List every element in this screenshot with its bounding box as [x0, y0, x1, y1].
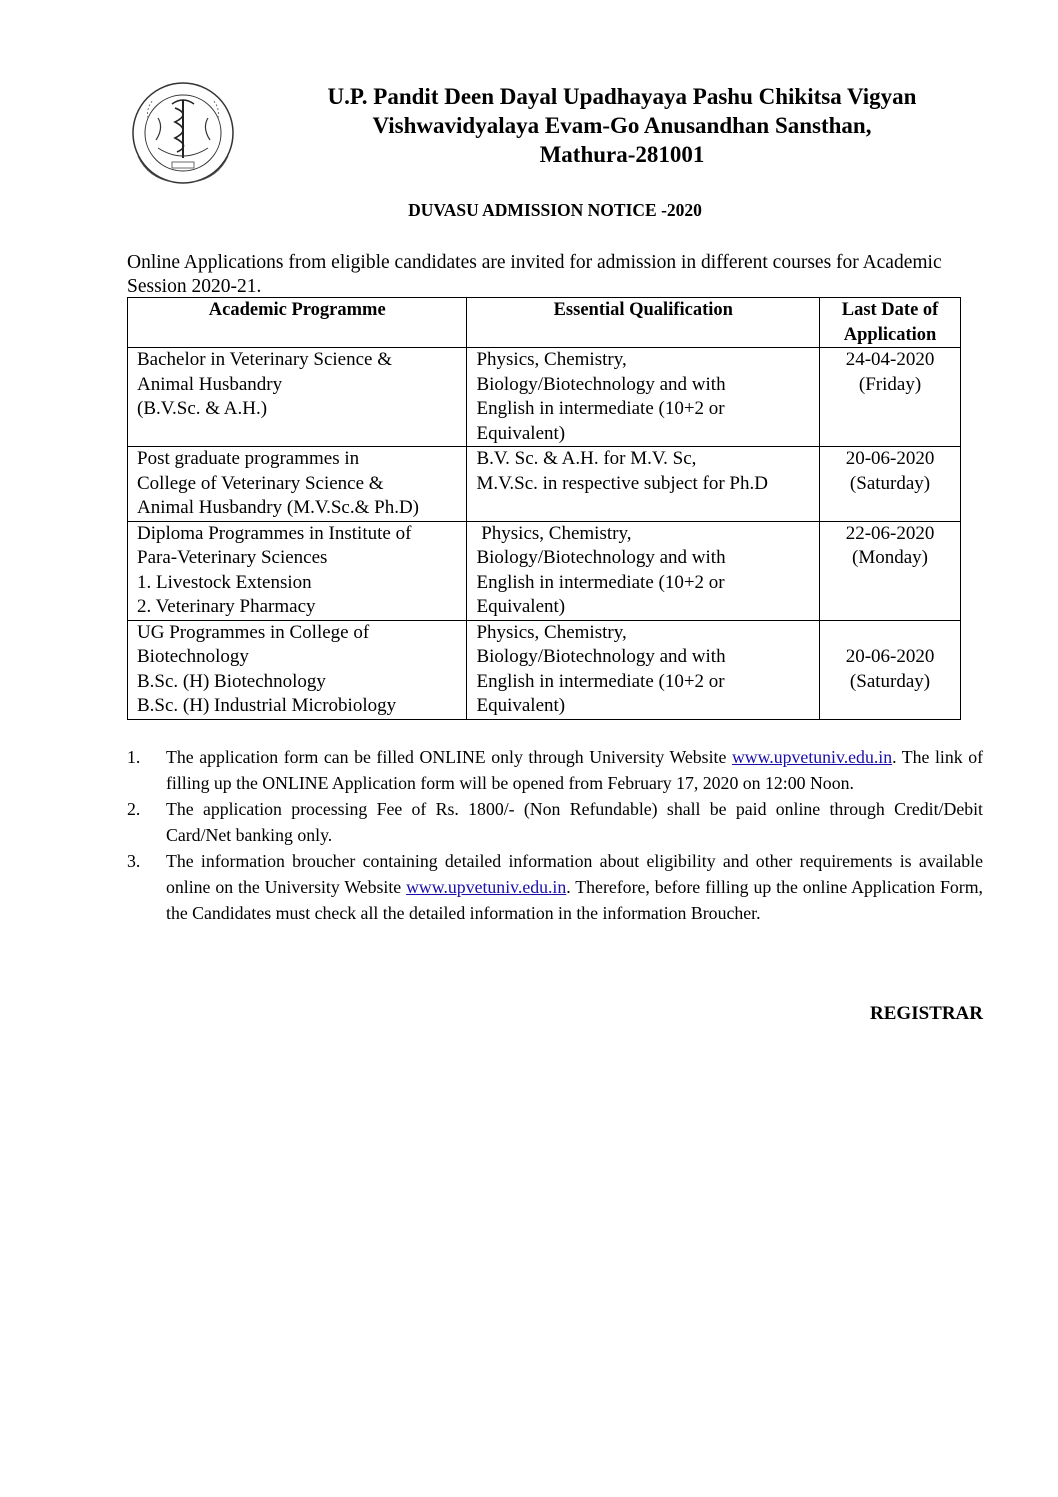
note-text: . Therefore, before filling up the online Application Form, the Candidates must check all the detailed information in the information Broucher.	[166, 877, 983, 923]
university-website-link[interactable]: www.upvetuniv.edu.in	[731, 747, 893, 767]
programme-line: Post graduate programmes in	[137, 448, 360, 469]
qualification-cell	[467, 521, 820, 620]
note-text: The application processing Fee of Rs. 1800/- (Non Refundable) shall be paid online through Credit/Debit Card/Net banking only.	[166, 799, 983, 845]
qualification-cell	[467, 620, 820, 719]
last-date: 22-06-2020	[845, 522, 935, 544]
table-row	[128, 521, 961, 620]
qualification-line: Physics, Chemistry,	[476, 349, 627, 370]
last-date-day: (Friday)	[858, 373, 922, 395]
table-row	[128, 620, 961, 719]
date-cell	[820, 521, 961, 620]
qualification-line: Physics, Chemistry,	[476, 522, 632, 544]
note-text: The information broucher containing detailed information about eligibility and other requirements is available online on the University Website	[166, 851, 983, 897]
programme-line: B.Sc. (H) Biotechnology	[137, 670, 326, 692]
last-date-day: (Monday)	[852, 547, 929, 568]
last-date: 20-06-2020	[845, 646, 935, 667]
list-item	[127, 796, 983, 848]
programme-line: Animal Husbandry	[137, 373, 283, 395]
programme-table	[127, 297, 961, 720]
university-header	[262, 82, 982, 169]
qualification-line: Equivalent)	[476, 695, 566, 716]
list-number: 2.	[127, 799, 141, 819]
instructions-list	[127, 744, 983, 926]
list-item	[127, 744, 983, 796]
programme-line: B.Sc. (H) Industrial Microbiology	[137, 695, 397, 716]
qualification-line: Biology/Biotechnology and with	[476, 646, 726, 667]
programme-cell	[128, 521, 467, 620]
programme-line: Biotechnology	[137, 646, 249, 667]
header-last-date: Last Date of Application	[820, 298, 961, 348]
table-header-row	[128, 298, 961, 348]
qualification-line: B.V. Sc. & A.H. for M.V. Sc,	[476, 448, 697, 469]
last-date-day: (Saturday)	[849, 670, 931, 692]
programme-cell	[128, 447, 467, 522]
qualification-line: Biology/Biotechnology and with	[476, 547, 726, 568]
university-city: Mathura-281001	[539, 142, 705, 167]
qualification-line: Physics, Chemistry,	[476, 621, 627, 643]
last-date-day: (Saturday)	[849, 472, 931, 494]
intro-paragraph: Online Applications from eligible candidates are invited for admission in different courses for Academic Session 2020-21.	[127, 252, 942, 297]
qualification-line: Biology/Biotechnology and with	[476, 373, 726, 395]
programme-cell	[128, 348, 467, 447]
programme-line: Para-Veterinary Sciences	[137, 547, 328, 568]
university-website-link[interactable]: www.upvetuniv.edu.in	[406, 877, 567, 897]
programme-cell	[128, 620, 467, 719]
qualification-cell	[467, 348, 820, 447]
qualification-line: English in intermediate (10+2 or	[476, 398, 725, 419]
programme-line: Bachelor in Veterinary Science &	[137, 349, 392, 370]
university-name-line-2: Vishwavidyalaya Evam-Go Anusandhan Sansthan,	[372, 113, 872, 138]
table-row	[128, 447, 961, 522]
header-academic-programme: Academic Programme	[128, 298, 467, 348]
last-date: 20-06-2020	[845, 448, 935, 469]
registrar-signature: REGISTRAR	[870, 1003, 983, 1024]
table-row	[128, 348, 961, 447]
date-cell	[820, 348, 961, 447]
programme-line: (B.V.Sc. & A.H.)	[137, 398, 268, 419]
qualification-line: Equivalent)	[476, 422, 566, 444]
date-cell	[820, 620, 961, 719]
programme-line: Animal Husbandry (M.V.Sc.& Ph.D)	[137, 497, 420, 518]
programme-line: 2. Veterinary Pharmacy	[137, 596, 316, 617]
programme-line: College of Veterinary Science &	[137, 472, 384, 494]
qualification-line: English in intermediate (10+2 or	[476, 670, 725, 692]
university-name-line-1: U.P. Pandit Deen Dayal Upadhayaya Pashu Chikitsa Vigyan	[327, 84, 917, 109]
last-date: 24-04-2020	[845, 349, 935, 370]
date-cell	[820, 447, 961, 522]
qualification-line: Equivalent)	[476, 596, 566, 617]
list-number: 1.	[127, 747, 141, 767]
header-essential-qualification: Essential Qualification	[467, 298, 820, 348]
note-text: . The link of filling up the ONLINE Application form will be opened from February 17, 2020 on 12:00 Noon.	[166, 747, 984, 793]
programme-line: UG Programmes in College of	[137, 621, 370, 643]
university-seal-icon	[128, 78, 238, 188]
qualification-cell	[467, 447, 820, 522]
qualification-line: English in intermediate (10+2 or	[476, 571, 725, 593]
note-text: The application form can be filled ONLINE only through University Website	[166, 747, 732, 767]
notice-title: DUVASU ADMISSION NOTICE -2020	[408, 200, 702, 220]
list-number: 3.	[127, 851, 141, 871]
programme-line: 1. Livestock Extension	[137, 571, 312, 593]
qualification-line: M.V.Sc. in respective subject for Ph.D	[476, 472, 768, 494]
programme-line: Diploma Programmes in Institute of	[137, 522, 412, 544]
list-item	[127, 848, 983, 926]
